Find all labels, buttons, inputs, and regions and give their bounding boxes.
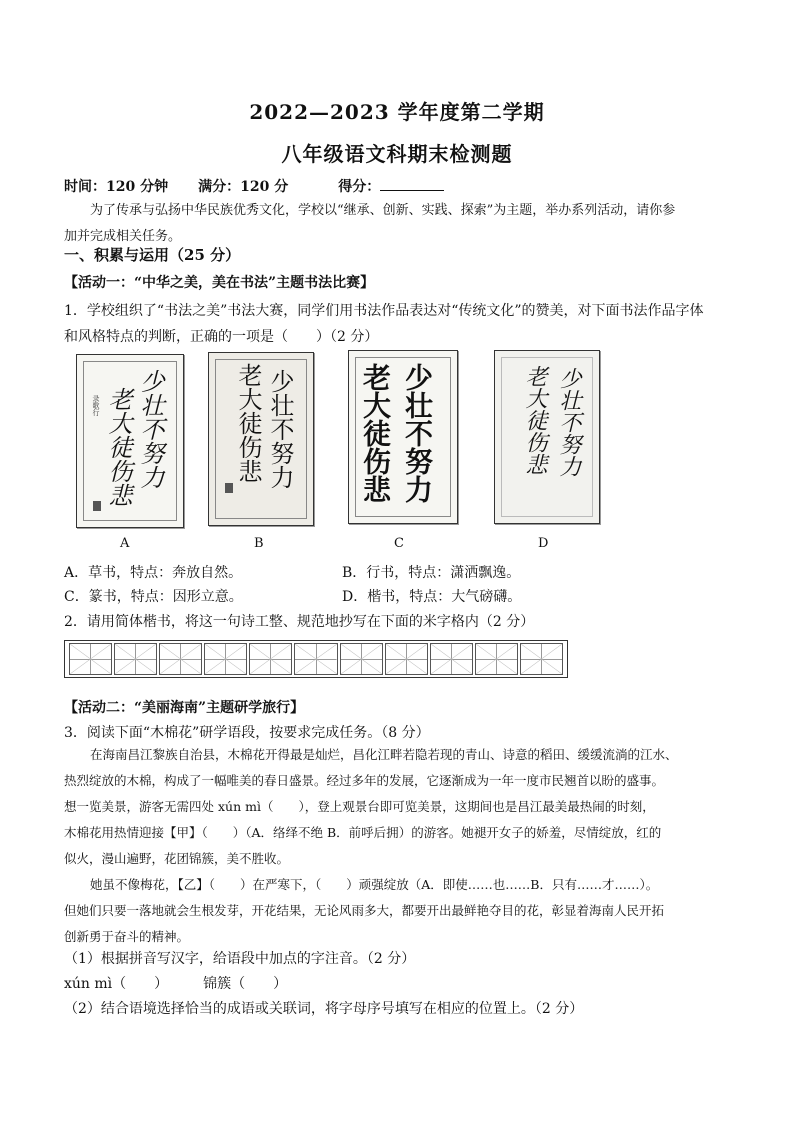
seal-stamp — [93, 501, 101, 511]
calligraphy-text: 少壮不努力 — [136, 369, 164, 489]
activity-heading: 【活动一：“中华之美，美在书法”主题书法比赛】 — [64, 275, 375, 291]
calligraphy-text: 老大徒伤悲 — [104, 387, 132, 507]
inscription-text: 录歌行 — [92, 395, 100, 416]
passage-line: 她虽不像梅花，【乙】（ ）在严寒下，（ ）顽强绽放（A．即使……也……B．只有……才……）。 — [90, 877, 659, 892]
question-1 — [64, 298, 744, 350]
grid-cell[interactable] — [159, 643, 202, 675]
reading-passage — [64, 742, 754, 950]
passage-line: 想一览美景，游客无需四处 xún mì（ ），登上观景台即可览美景，这期间也是昌江最美最热闹的时刻， — [64, 799, 655, 814]
section-heading: 一、积累与运用（25 分） — [64, 246, 241, 264]
score-blank[interactable] — [380, 176, 444, 191]
question-line: 1．学校组织了“书法之美”书法大赛，同学们用书法作品表达对“传统文化”的赞美，对下面书法作品字体 — [64, 303, 704, 319]
calligraphy-card-a — [76, 354, 184, 528]
calligraphy-card-c — [348, 350, 458, 524]
passage-line: 但她们只要一落地就会生根发芽，开花结果，无论风雨多大，都要开出最鲜艳夺目的花，彰显着海南人民开拓 — [64, 903, 665, 918]
sub-question-2: （2）结合语境选择恰当的成语或关联词，将字母序号填写在相应的位置上。（2 分） — [64, 1001, 584, 1017]
exam-time: 时间：120 分钟 — [64, 179, 169, 195]
passage-line: 创新勇于奋斗的精神。 — [64, 929, 190, 944]
score-label: 得分： — [338, 179, 381, 195]
calligraphy-text: 老大徒伤悲 — [359, 363, 392, 503]
grid-cell[interactable] — [340, 643, 383, 675]
passage-line: 似火，漫山遍野，花团锦簇，美不胜收。 — [64, 851, 290, 866]
sub-question-1-answer-line[interactable]: xún mì（ ） 锦簇（ ） — [64, 976, 288, 992]
exam-full-score: 满分：120 分 — [198, 179, 289, 195]
calligraphy-card-d — [494, 350, 600, 524]
grid-cell[interactable] — [294, 643, 337, 675]
grid-cell[interactable] — [69, 643, 112, 675]
intro-paragraph — [64, 198, 740, 250]
card-caption: C — [394, 536, 404, 551]
passage-line: 在海南昌江黎族自治县，木棉花开得最是灿烂，昌化江畔若隐若现的青山、诗意的稻田、缓缓流淌的江水、 — [90, 747, 678, 762]
grid-cell[interactable] — [204, 643, 247, 675]
calligraphy-text: 老大徒伤悲 — [522, 365, 547, 475]
question-line: 和风格特点的判断，正确的一项是（ ）（2 分） — [64, 329, 379, 345]
exam-subject-title: 八年级语文科期末检测题 — [281, 142, 513, 166]
passage-line: 木棉花用热情迎接【甲】（ ）（A．络绎不绝 B．前呼后拥）的游客。她褪开女子的娇羞，尽情绽放，红的 — [64, 825, 662, 840]
intro-line: 为了传承与弘扬中华民族优秀文化，学校以“继承、创新、实践、探索”为主题，举办系列活动，请你参 — [90, 203, 676, 218]
option-a[interactable]: A．草书，特点：奔放自然。 — [64, 565, 243, 581]
option-c[interactable]: C．篆书，特点：因形立意。 — [64, 589, 243, 605]
card-caption: A — [120, 536, 130, 551]
activity-heading: 【活动二：“美丽海南”主题研学旅行】 — [64, 700, 305, 716]
grid-cell[interactable] — [114, 643, 157, 675]
calligraphy-card-b — [208, 352, 314, 526]
grid-cell[interactable] — [475, 643, 518, 675]
exam-year-title: 2022—2023 学年度第二学期 — [249, 100, 545, 124]
grid-cell[interactable] — [249, 643, 292, 675]
calligraphy-samples — [64, 348, 744, 551]
calligraphy-text: 老大徒伤悲 — [234, 363, 262, 483]
grid-cell[interactable] — [520, 643, 563, 675]
exam-meta — [64, 176, 444, 196]
sub-question-1: （1）根据拼音写汉字，给语段中加点的字注音。（2 分） — [64, 951, 416, 967]
calligraphy-text: 少壮不努力 — [266, 369, 294, 489]
question-2: 2．请用简体楷书，将这一句诗工整、规范地抄写在下面的米字格内（2 分） — [64, 614, 535, 630]
calligraphy-text: 少壮不努力 — [556, 367, 581, 477]
card-caption: B — [254, 536, 264, 551]
mizi-grid[interactable] — [64, 640, 568, 678]
passage-line: 热烈绽放的木棉，构成了一幅唯美的春日盛景。经过多年的发展，它逐渐成为一年一度市民翘首以盼的盛事。 — [64, 773, 665, 788]
intro-line: 加并完成相关任务。 — [64, 229, 182, 244]
seal-stamp — [225, 483, 233, 493]
calligraphy-text: 少壮不努力 — [401, 363, 434, 503]
grid-cell[interactable] — [385, 643, 428, 675]
card-caption: D — [538, 536, 549, 551]
question-3: 3．阅读下面“木棉花”研学语段，按要求完成任务。（8 分） — [64, 725, 430, 741]
option-b[interactable]: B．行书，特点：潇洒飘逸。 — [342, 565, 521, 581]
grid-cell[interactable] — [430, 643, 473, 675]
option-d[interactable]: D．楷书，特点：大气磅礴。 — [342, 589, 522, 605]
